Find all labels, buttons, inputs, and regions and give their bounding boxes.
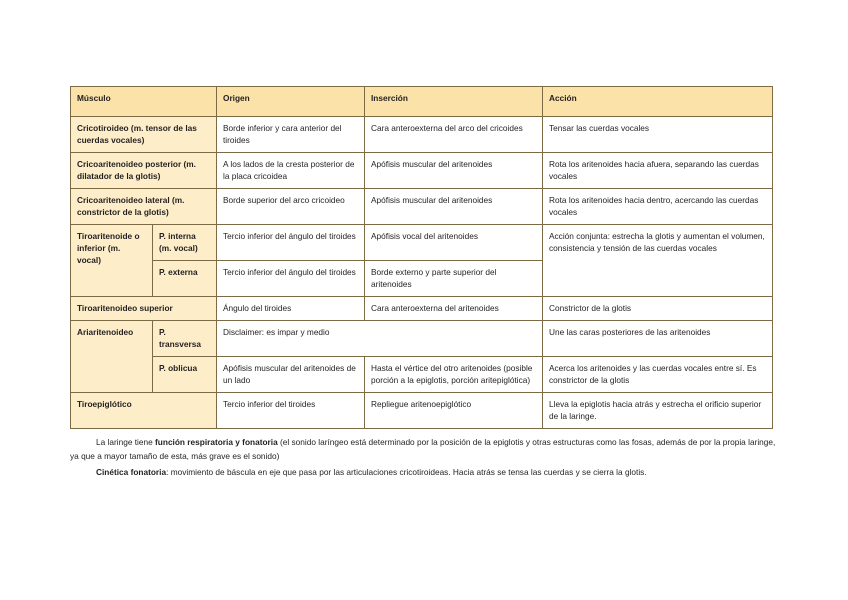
note-text-lead: La laringe tiene (96, 437, 156, 448)
muscle-name: Cricoaritenoideo lateral (m. constrictor de la glotis) (71, 189, 217, 225)
column-header-accion: Acción (543, 87, 773, 117)
notes-section (70, 436, 776, 479)
table-row (71, 357, 773, 393)
muscle-origen: Borde superior del arco cricoideo (217, 189, 365, 225)
muscle-origen: Tercio inferior del ángulo del tiroides (217, 225, 365, 261)
muscle-accion: Rota los aritenoides hacia afuera, separando las cuerdas vocales (543, 153, 773, 189)
muscle-origen: Ángulo del tiroides (217, 297, 365, 321)
table-row (71, 225, 773, 261)
table-row (71, 321, 773, 357)
column-header-musculo: Músculo (71, 87, 217, 117)
muscle-name: Tiroaritenoide o inferior (m. vocal) (71, 225, 153, 297)
table-header-row (71, 87, 773, 117)
muscle-origen: Tercio inferior del ángulo del tiroides (217, 261, 365, 297)
column-header-origen: Origen (217, 87, 365, 117)
note-paragraph-cinetica (70, 466, 776, 479)
muscle-insercion: Apófisis muscular del aritenoides (365, 189, 543, 225)
muscle-origen: Tercio inferior del tiroides (217, 393, 365, 429)
muscle-name: Ariaritenoideo (71, 321, 153, 393)
muscle-subpart: P. interna (m. vocal) (153, 225, 217, 261)
muscle-accion: Tensar las cuerdas vocales (543, 117, 773, 153)
muscle-accion: Rota los aritenoides hacia dentro, acercando las cuerdas vocales (543, 189, 773, 225)
muscle-insercion: Cara anteroexterna del arco del cricoides (365, 117, 543, 153)
muscle-insercion: Cara anteroexterna del aritenoides (365, 297, 543, 321)
muscle-origen: Disclaimer: es impar y medio (217, 321, 543, 357)
muscle-insercion: Apófisis muscular del aritenoides (365, 153, 543, 189)
table-row (71, 297, 773, 321)
muscle-origen: A los lados de la cresta posterior de la placa cricoidea (217, 153, 365, 189)
muscle-accion: Constrictor de la glotis (543, 297, 773, 321)
muscle-accion: Lleva la epiglotis hacia atrás y estrecha el orificio superior de la laringe. (543, 393, 773, 429)
note-term-cinetica: Cinética fonatoria (96, 466, 167, 477)
muscle-subpart: P. transversa (153, 321, 217, 357)
muscle-name: Cricoaritenoideo posterior (m. dilatador de la glotis) (71, 153, 217, 189)
muscle-subpart: P. externa (153, 261, 217, 297)
muscle-insercion: Hasta el vértice del otro aritenoides (posible porción a la epiglotis, porción aritepiglótica) (365, 357, 543, 393)
muscle-accion: Acerca los aritenoides y las cuerdas vocales entre sí. Es constrictor de la glotis (543, 357, 773, 393)
column-header-insercion: Inserción (365, 87, 543, 117)
muscle-origen: Apófisis muscular del aritenoides de un lado (217, 357, 365, 393)
laryngeal-muscles-table (70, 86, 773, 429)
muscle-accion: Une las caras posteriores de las aritenoides (543, 321, 773, 357)
muscle-insercion: Repliegue aritenoepiglótico (365, 393, 543, 429)
muscle-name: Cricotiroideo (m. tensor de las cuerdas vocales) (71, 117, 217, 153)
note-text-rest: (el sonido laríngeo está determinado por la posición de la epiglotis y otras estructuras como las fosas, además de por la propia laringe, ya que a mayor tamaño de esta, más grave es el sonido) (70, 437, 776, 461)
note-paragraph-respiratory (70, 436, 776, 463)
table-row (71, 153, 773, 189)
note-text-emphasis: función respiratoria y fonatoria (155, 437, 278, 448)
muscle-name: Tiroaritenoideo superior (71, 297, 217, 321)
muscle-insercion: Borde externo y parte superior del aritenoides (365, 261, 543, 297)
muscle-origen: Borde inferior y cara anterior del tiroides (217, 117, 365, 153)
table-row (71, 189, 773, 225)
table-row (71, 117, 773, 153)
table-row (71, 393, 773, 429)
muscle-accion: Acción conjunta: estrecha la glotis y aumentan el volumen, consistencia y tensión de las cuerdas vocales (543, 225, 773, 297)
muscle-name: Tiroepiglótico (71, 393, 217, 429)
muscle-subpart: P. oblicua (153, 357, 217, 393)
note-definition-cinetica: : movimiento de báscula en eje que pasa por las articulaciones cricotiroideas. Hacia atrás se tensa las cuerdas y se cierra la glotis. (166, 466, 647, 477)
muscle-insercion: Apófisis vocal del aritenoides (365, 225, 543, 261)
